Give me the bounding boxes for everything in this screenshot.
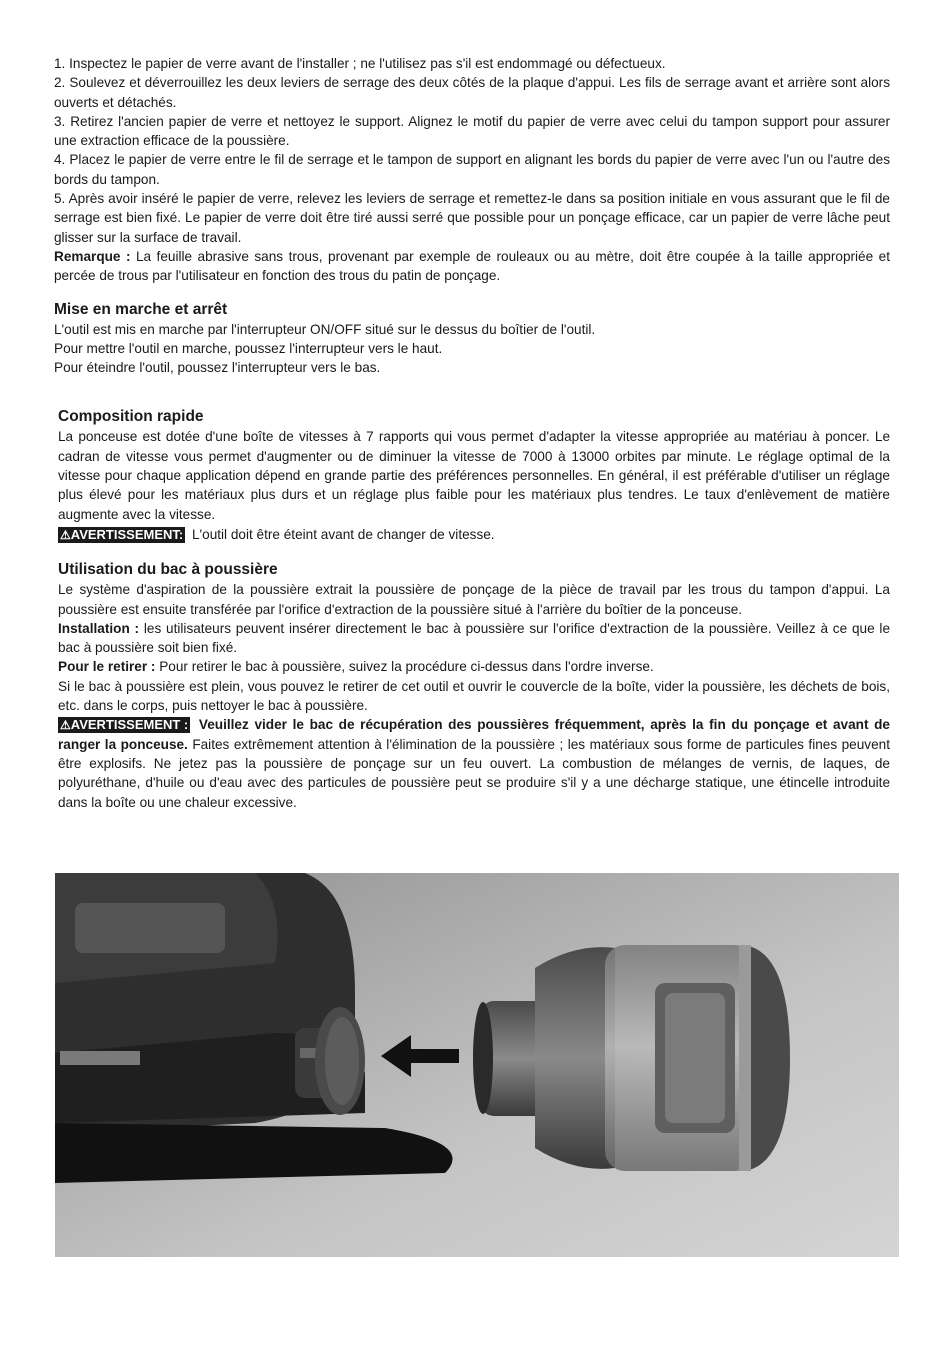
warning-badge-label: AVERTISSEMENT:: [70, 526, 184, 542]
section-dust: [54, 560, 890, 812]
power-line-1: L'outil est mis en marche par l'interrupteur ON/OFF situé sur le dessus du boîtier de l'outil.: [54, 321, 596, 337]
dust-intro: Le système d'aspiration de la poussière extrait la poussière de ponçage de la pièce de travail par les trous du tampon d'appui. La poussière est ensuite transférée par l'orifice d'extraction de la poussière situé à l'arrière du boîtier de la ponceuse.: [58, 582, 890, 617]
section-dust-title: Utilisation du bac à poussière: [58, 561, 278, 579]
power-line-3: Pour éteindre l'outil, poussez l'interrupteur vers le bas.: [54, 360, 381, 376]
warning-triangle-icon: ⚠: [60, 527, 71, 542]
dust-install: [58, 619, 890, 658]
step-5: 5. Après avoir inséré le papier de verre, relevez les leviers de serrage et remettez-le dans sa position initiale en vous assurant que le fil de serrage est bien fixé. Le papier de verre doit être tiré aussi serré que possible pour un ponçage efficace, car un papier de verre lâche peut glisser sur la surface de travail.: [54, 191, 890, 245]
remarque-text: La feuille abrasive sans trous, provenant par exemple de rouleaux ou au mètre, doit être coupée à la taille appropriée et percée de trous par l'utilisateur en fonction des trous du patin de ponçage.: [54, 248, 890, 284]
steps-list: [54, 54, 890, 286]
remove-text: Pour retirer le bac à poussière, suivez la procédure ci-dessus dans l'ordre inverse.: [155, 659, 654, 675]
speed-text: La ponceuse est dotée d'une boîte de vitesses à 7 rapports qui vous permet d'adapter la vitesse appropriée au matériau à poncer. Le cadran de vitesse vous permet d'augmenter ou de diminuer la vitesse de 7000 à 13000 orbites par minute. Le réglage optimal de la vitesse pour chaque application dépend en grande partie des préférences personnelles. En général, il est préférable d'utiliser un réglage plus élevé pour les matériaux plus durs et un réglage plus faible pour les matériaux plus tendres. Le taux d'enlèvement de matière augmente avec la vitesse.: [58, 429, 890, 522]
warning-badge: [58, 527, 185, 543]
dust-remove: [58, 657, 890, 676]
step-4: 4. Placez le papier de verre entre le fil de serrage et le tampon de support en alignant les bords du papier de verre avec l'un ou l'autre des bords du tampon.: [54, 152, 890, 187]
warning-triangle-icon: ⚠: [60, 718, 71, 733]
dust-warning-bold: Veuillez vider le bac de récupération des poussières fréquemment, après la fin du ponçage et avant de ranger la ponceuse.: [58, 717, 890, 752]
section-speed-title: Composition rapide: [58, 408, 204, 426]
install-label: Installation :: [58, 620, 140, 636]
step-3: 3. Retirez l'ancien papier de verre et nettoyez le support. Alignez le motif du papier de verre avec celui du tampon support pour assurer une extraction efficace de la poussière.: [54, 113, 890, 149]
dust-box-photo: [55, 873, 899, 1257]
dust-warning: [58, 715, 890, 811]
power-line-2: Pour mettre l'outil en marche, poussez l'interrupteur vers le haut.: [54, 340, 443, 356]
remarque-paragraph: [54, 247, 890, 286]
install-text: les utilisateurs peuvent insérer directement le bac à poussière sur l'orifice d'extraction de la poussière. Veillez à ce que le bac à poussière soit bien fixé.: [58, 620, 890, 656]
step-2: 2. Soulevez et déverrouillez les deux leviers de serrage des deux côtés de la plaque d'appui. Les fils de serrage avant et arrière sont alors ouverts et détachés.: [54, 75, 890, 110]
section-power-title: Mise en marche et arrêt: [54, 300, 228, 318]
document-page: [54, 54, 890, 812]
warning-badge: [58, 717, 190, 733]
speed-warning: [58, 525, 890, 544]
section-power: [54, 300, 890, 378]
speed-warning-text: L'outil doit être éteint avant de changer de vitesse.: [188, 526, 495, 542]
remove-label: Pour le retirer :: [58, 659, 156, 675]
section-speed: [54, 407, 890, 544]
remarque-label: Remarque :: [54, 248, 131, 264]
dust-full: Si le bac à poussière est plein, vous pouvez le retirer de cet outil et ouvrir le couvercle de la boîte, vider la poussière, les déchets de bois, etc. dans le corps, puis nettoyer le bac à poussière.: [58, 678, 890, 714]
step-1: 1. Inspectez le papier de verre avant de l'installer ; ne l'utilisez pas s'il est endommagé ou défectueux.: [54, 56, 666, 71]
dust-warning-text: Faites extrêmement attention à l'élimination de la poussière ; les matériaux sous forme de particules fines peuvent être explosifs. Ne jetez pas la poussière de ponçage sur un feu ouvert. La combustion de mélanges de vernis, de laques, de polyuréthane, d'huile ou d'eau avec des particules de poussière peut se produire s'il y a une décharge statique, une étincelle introduite dans la boîte ou une chaleur excessive.: [58, 736, 890, 810]
warning-badge-label: AVERTISSEMENT :: [70, 717, 189, 733]
